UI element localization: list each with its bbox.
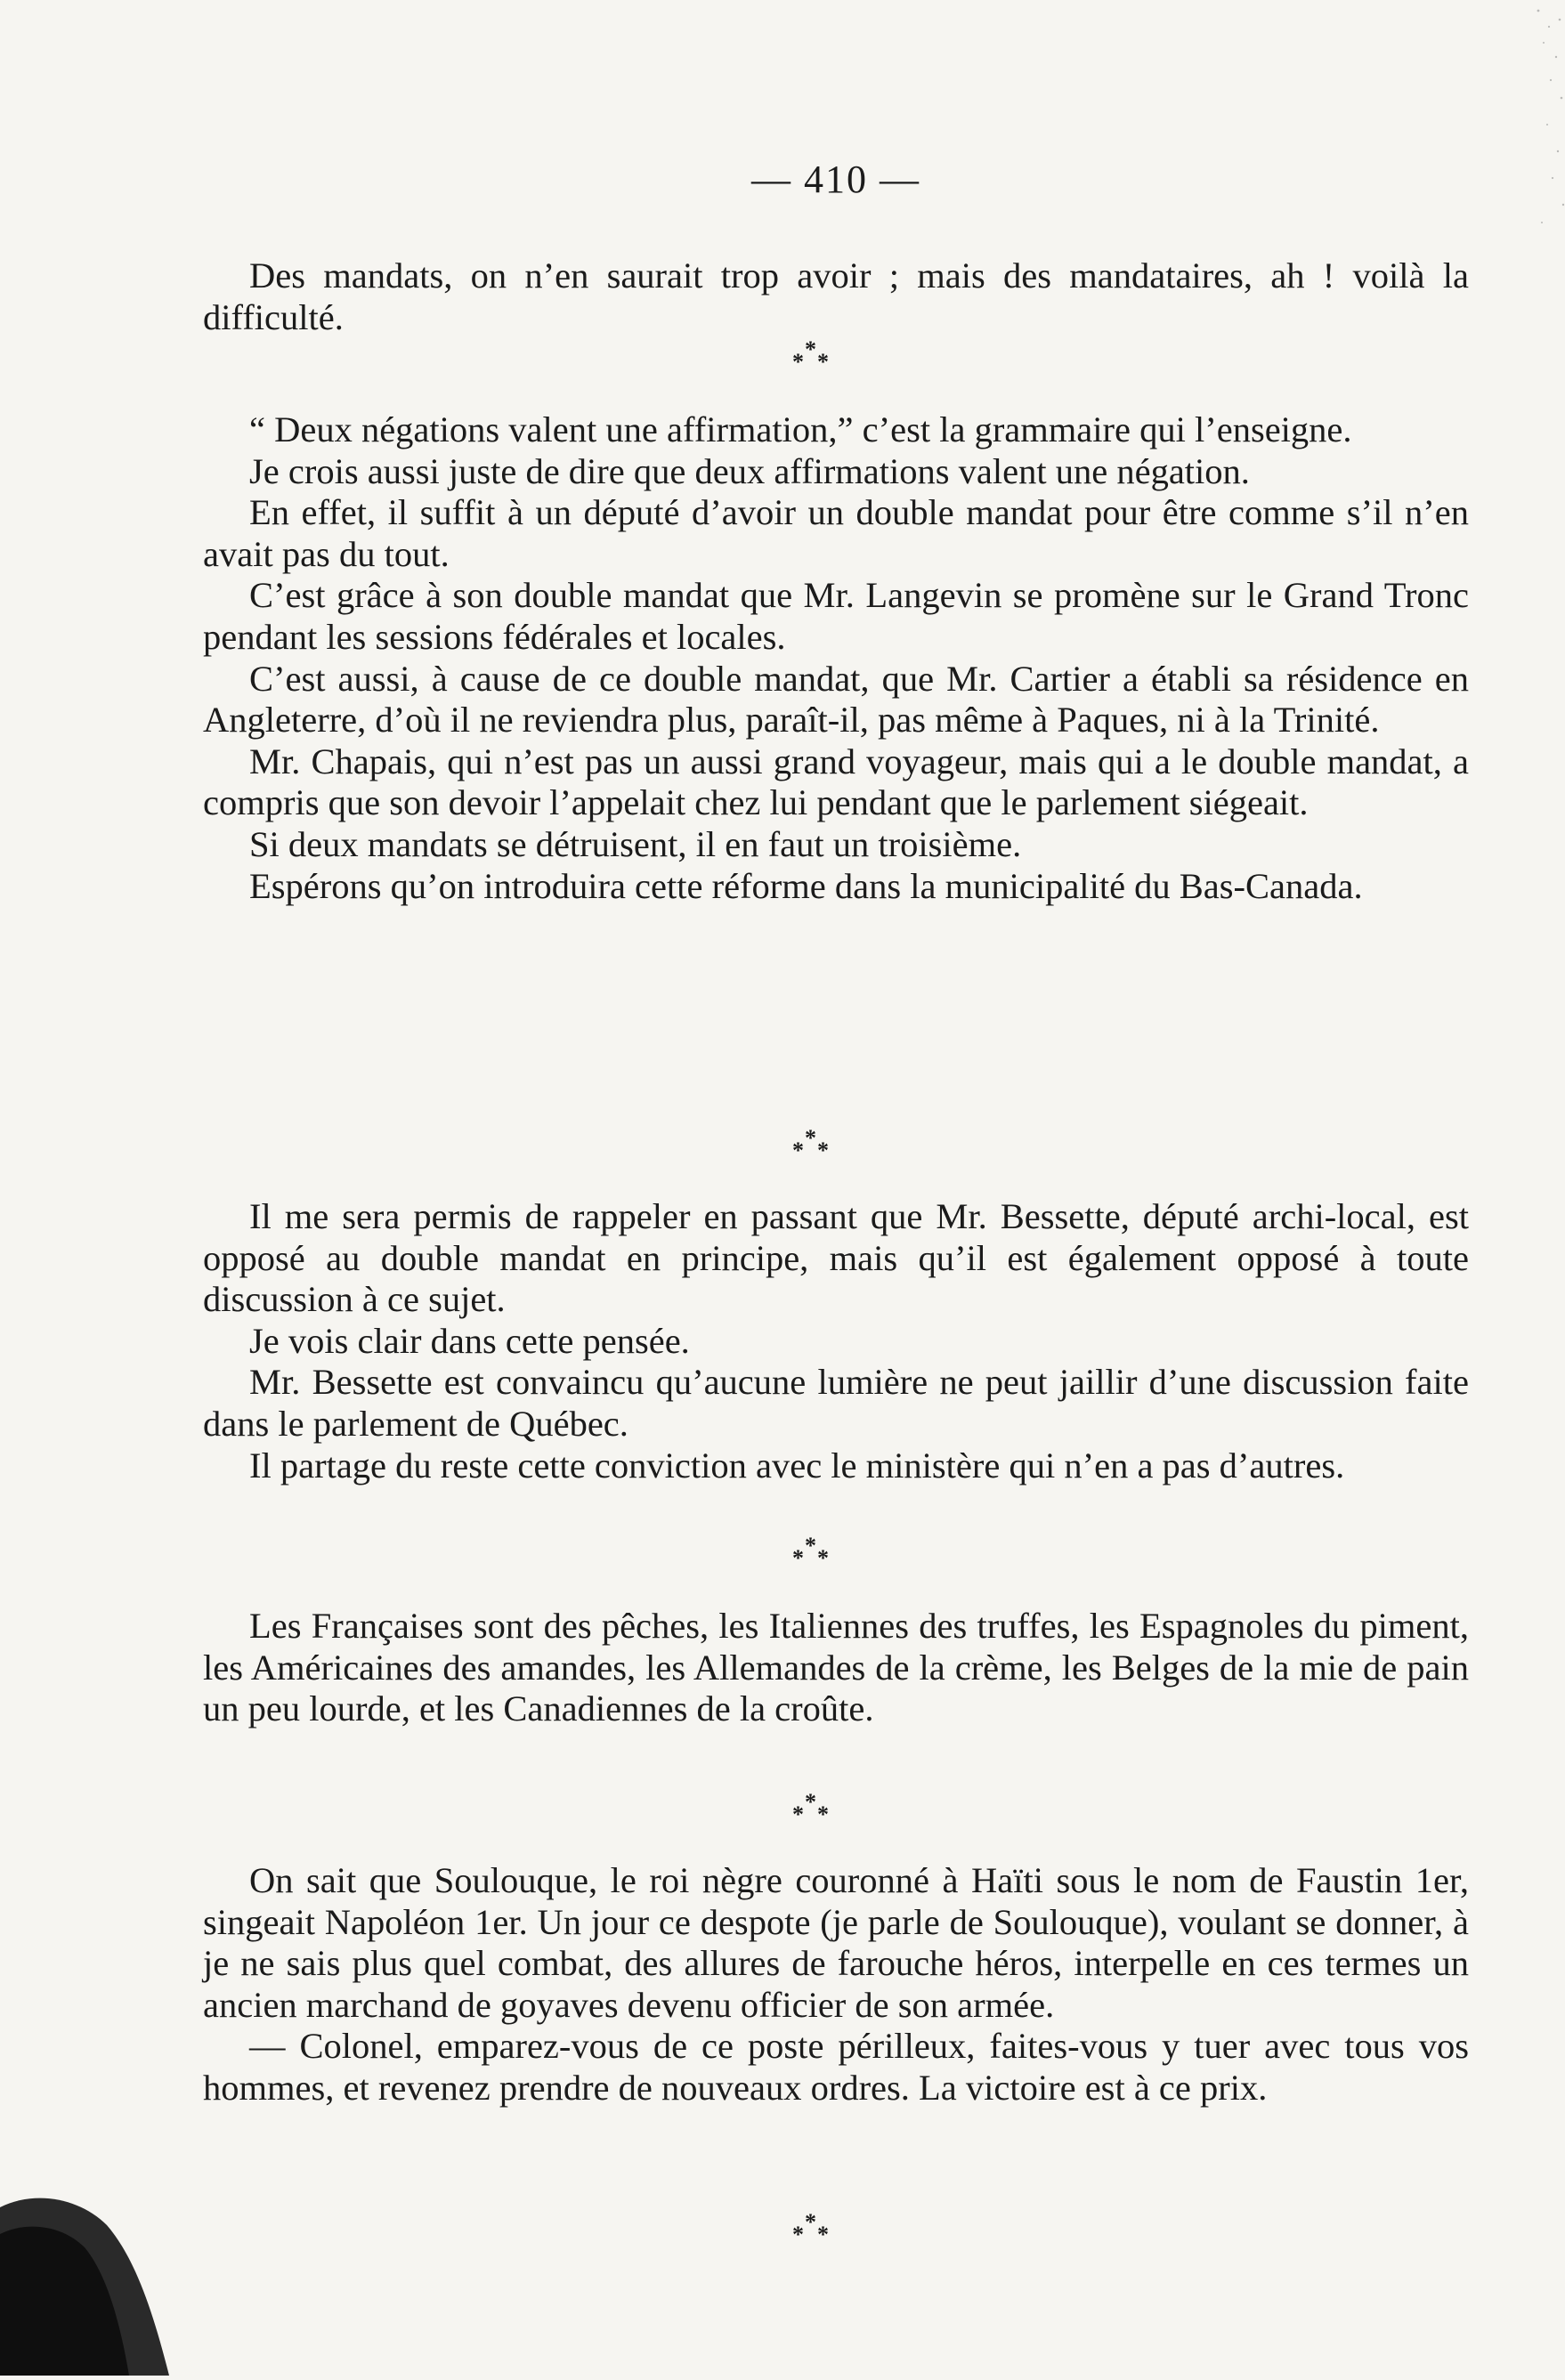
paragraph: — Colonel, emparez-vous de ce poste périlleux, faites-vous y tuer avec tous vos hommes, et revenez prendre de nouveaux ordres. La victoire est à ce prix. <box>203 2026 1469 2108</box>
separator-asterisk: * <box>817 1545 829 1571</box>
separator-asterisk: * <box>817 1137 829 1163</box>
section-4 <box>203 1606 1469 1730</box>
paragraph: En effet, il suffit à un député d’avoir un double mandat pour être comme s’il n’en avait pas du tout. <box>203 492 1469 574</box>
separator-asterisk: * <box>805 2209 816 2235</box>
paragraph: Si deux mandats se détruisent, il en faut un troisième. <box>249 823 1022 864</box>
separator-asterisk: * <box>792 1801 804 1827</box>
section-1 <box>203 255 1469 338</box>
separator-asterisk: * <box>817 349 829 375</box>
separator-asterisk: * <box>805 1533 816 1558</box>
separator-asterisk: * <box>805 336 816 362</box>
paragraph: Mr. Bessette est convaincu qu’aucune lumière ne peut jaillir d’une discussion faite dans le parlement de Québec. <box>203 1362 1469 1444</box>
separator-asterisk: * <box>792 1545 804 1571</box>
separator-asterisk: * <box>805 1125 816 1151</box>
paragraph: C’est aussi, à cause de ce double mandat, que Mr. Cartier a établi sa résidence en Angleterre, d’où il ne reviendra plus, paraît-il, pas même à Paques, ni à la Trinité. <box>203 658 1469 741</box>
section-separator <box>766 338 872 392</box>
paragraph: Je vois clair dans cette pensée. <box>249 1320 690 1361</box>
paragraph: Mr. Chapais, qui n’est pas un aussi grand voyageur, mais qui a le double mandat, a compris que son devoir l’appelait chez lui pendant que le parlement siégeait. <box>203 741 1469 823</box>
section-separator <box>766 1791 872 1844</box>
separator-asterisk: * <box>792 349 804 375</box>
page-number: — 410 — <box>751 158 920 201</box>
section-3 <box>203 1196 1469 1486</box>
separator-asterisk: * <box>817 1801 829 1827</box>
separator-asterisk: * <box>805 1789 816 1815</box>
section-separator <box>766 2211 872 2264</box>
paragraph: Les Françaises sont des pêches, les Italiennes des truffes, les Espagnoles du piment, les Américaines des amandes, les Allemandes de la crème, les Belges de la mie de pain un peu lourde, et les Canadiennes de la croûte. <box>203 1606 1469 1729</box>
section-separator <box>766 1534 872 1588</box>
separator-asterisk: * <box>792 1137 804 1163</box>
paragraph: Il partage du reste cette conviction avec le ministère qui n’en a pas d’autres. <box>249 1445 1345 1485</box>
scan-corner-shadow <box>0 2172 169 2376</box>
paragraph: Espérons qu’on introduira cette réforme dans la municipalité du Bas-Canada. <box>249 865 1363 906</box>
separator-asterisk: * <box>817 2222 829 2247</box>
paragraph: Des mandats, on n’en saurait trop avoir ; mais des mandataires, ah ! voilà la difficulté. <box>203 255 1469 337</box>
paragraph: Je crois aussi juste de dire que deux affirmations valent une négation. <box>249 450 1250 491</box>
section-2 <box>203 409 1469 907</box>
paragraph: C’est grâce à son double mandat que Mr. Langevin se promène sur le Grand Tronc pendant les sessions fédérales et locales. <box>203 575 1469 657</box>
section-5 <box>203 1860 1469 2109</box>
paragraph: “ Deux négations valent une affirmation,” c’est la grammaire qui l’enseigne. <box>249 409 1352 449</box>
paragraph: Il me sera permis de rappeler en passant que Mr. Bessette, député archi-local, est opposé au double mandat en principe, mais qu’il est également opposé à toute discussion à ce sujet. <box>203 1196 1469 1320</box>
paragraph: On sait que Soulouque, le roi nègre couronné à Haïti sous le nom de Faustin 1er, singeait Napoléon 1er. Un jour ce despote (je parle de Soulouque), voulant se donner, à je ne sais plus quel combat, des allures de farouche héros, interpelle en ces termes un ancien marchand de goyaves devenu officier de son armée. <box>203 1860 1469 2025</box>
section-separator <box>766 1127 872 1180</box>
separator-asterisk: * <box>792 2222 804 2247</box>
